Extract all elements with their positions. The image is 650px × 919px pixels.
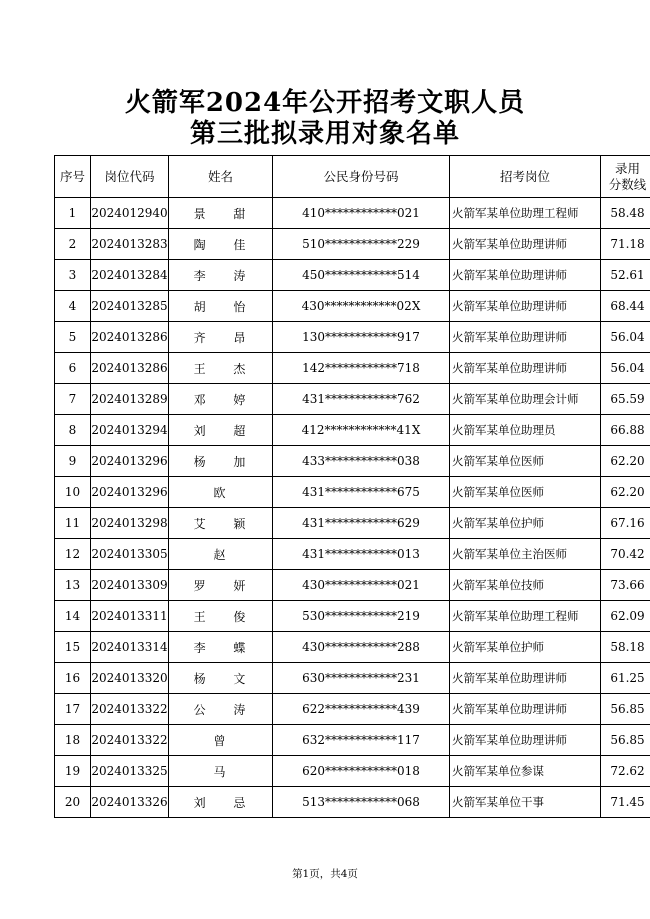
cell-position: 火箭军某单位助理讲师 — [450, 353, 601, 384]
cell-score: 68.44 — [601, 291, 650, 322]
cell-position: 火箭军某单位助理讲师 — [450, 229, 601, 260]
table-row — [55, 229, 650, 260]
cell-score: 72.62 — [601, 756, 650, 787]
cell-seq: 19 — [55, 756, 91, 787]
cell-id-number: 410************021 — [273, 198, 450, 229]
table-row — [55, 353, 650, 384]
cell-id-number: 510************229 — [273, 229, 450, 260]
cell-score: 62.20 — [601, 477, 650, 508]
cell-position: 火箭军某单位助理讲师 — [450, 260, 601, 291]
cell-seq: 4 — [55, 291, 91, 322]
cell-post-code: 2024013325 — [91, 756, 169, 787]
cell-id-number: 430************021 — [273, 570, 450, 601]
cell-id-number: 450************514 — [273, 260, 450, 291]
cell-name: 杨 加 — [169, 446, 273, 477]
cell-position: 火箭军某单位助理讲师 — [450, 663, 601, 694]
candidate-table — [54, 155, 650, 818]
cell-post-code: 2024013283 — [91, 229, 169, 260]
header-id-number: 公民身份号码 — [273, 156, 450, 198]
cell-seq: 9 — [55, 446, 91, 477]
cell-name: 邓 婷 — [169, 384, 273, 415]
header-seq: 序号 — [55, 156, 91, 198]
cell-seq: 8 — [55, 415, 91, 446]
table-row — [55, 415, 650, 446]
cell-position: 火箭军某单位医师 — [450, 446, 601, 477]
cell-name: 刘 忌 — [169, 787, 273, 818]
table-row — [55, 322, 650, 353]
cell-score: 56.85 — [601, 694, 650, 725]
header-score — [601, 156, 650, 198]
cell-id-number: 632************117 — [273, 725, 450, 756]
cell-score: 58.48 — [601, 198, 650, 229]
cell-position: 火箭军某单位助理讲师 — [450, 725, 601, 756]
cell-score: 61.25 — [601, 663, 650, 694]
table-row — [55, 198, 650, 229]
cell-post-code: 2024013326 — [91, 787, 169, 818]
table-row — [55, 632, 650, 663]
table-row — [55, 291, 650, 322]
cell-name: 王 俊 — [169, 601, 273, 632]
header-post-code: 岗位代码 — [91, 156, 169, 198]
cell-position: 火箭军某单位主治医师 — [450, 539, 601, 570]
table-row — [55, 508, 650, 539]
cell-name: 景 甜 — [169, 198, 273, 229]
cell-seq: 6 — [55, 353, 91, 384]
document-title: 火箭军2024年公开招考文职人员 — [124, 88, 526, 118]
cell-score: 65.59 — [601, 384, 650, 415]
cell-seq: 5 — [55, 322, 91, 353]
table-row — [55, 570, 650, 601]
cell-post-code: 2024013296 — [91, 446, 169, 477]
cell-position: 火箭军某单位助理会计师 — [450, 384, 601, 415]
cell-post-code: 2024013289 — [91, 384, 169, 415]
table-row — [55, 756, 650, 787]
cell-id-number: 431************675 — [273, 477, 450, 508]
cell-score: 58.18 — [601, 632, 650, 663]
cell-score: 56.04 — [601, 353, 650, 384]
cell-position: 火箭军某单位助理员 — [450, 415, 601, 446]
cell-score: 71.18 — [601, 229, 650, 260]
cell-name: 艾 颖 — [169, 508, 273, 539]
cell-name: 李 蝶 — [169, 632, 273, 663]
cell-name: 胡 怡 — [169, 291, 273, 322]
cell-score: 66.88 — [601, 415, 650, 446]
cell-id-number: 630************231 — [273, 663, 450, 694]
cell-score: 62.09 — [601, 601, 650, 632]
cell-name: 罗 妍 — [169, 570, 273, 601]
cell-id-number: 430************02X — [273, 291, 450, 322]
cell-post-code: 2024013322 — [91, 725, 169, 756]
cell-post-code: 2024013311 — [91, 601, 169, 632]
cell-position: 火箭军某单位护师 — [450, 632, 601, 663]
cell-post-code: 2024013314 — [91, 632, 169, 663]
table-header-row — [55, 156, 650, 198]
cell-seq: 18 — [55, 725, 91, 756]
cell-seq: 7 — [55, 384, 91, 415]
cell-seq: 2 — [55, 229, 91, 260]
table-row — [55, 384, 650, 415]
cell-name: 齐 昂 — [169, 322, 273, 353]
cell-id-number: 513************068 — [273, 787, 450, 818]
cell-seq: 11 — [55, 508, 91, 539]
table-row — [55, 446, 650, 477]
cell-post-code: 2024013284 — [91, 260, 169, 291]
cell-post-code: 2024013286 — [91, 353, 169, 384]
cell-post-code: 2024013298 — [91, 508, 169, 539]
table-row — [55, 694, 650, 725]
cell-name: 欧 — [169, 477, 273, 508]
table-row — [55, 539, 650, 570]
cell-name: 马 — [169, 756, 273, 787]
cell-seq: 13 — [55, 570, 91, 601]
cell-seq: 1 — [55, 198, 91, 229]
cell-id-number: 622************439 — [273, 694, 450, 725]
cell-post-code: 2024013286 — [91, 322, 169, 353]
cell-score: 56.85 — [601, 725, 650, 756]
header-name: 姓名 — [169, 156, 273, 198]
cell-name: 李 涛 — [169, 260, 273, 291]
cell-position: 火箭军某单位技师 — [450, 570, 601, 601]
cell-position: 火箭军某单位参谋 — [450, 756, 601, 787]
cell-post-code: 2024013294 — [91, 415, 169, 446]
cell-score: 56.04 — [601, 322, 650, 353]
cell-score: 52.61 — [601, 260, 650, 291]
cell-id-number: 431************762 — [273, 384, 450, 415]
cell-seq: 3 — [55, 260, 91, 291]
cell-name: 陶 佳 — [169, 229, 273, 260]
table-row — [55, 260, 650, 291]
cell-id-number: 130************917 — [273, 322, 450, 353]
cell-position: 火箭军某单位助理讲师 — [450, 322, 601, 353]
cell-seq: 10 — [55, 477, 91, 508]
cell-name: 杨 文 — [169, 663, 273, 694]
cell-score: 67.16 — [601, 508, 650, 539]
table-row — [55, 601, 650, 632]
table-row — [55, 477, 650, 508]
cell-id-number: 431************629 — [273, 508, 450, 539]
cell-id-number: 142************718 — [273, 353, 450, 384]
cell-position: 火箭军某单位助理讲师 — [450, 694, 601, 725]
cell-seq: 15 — [55, 632, 91, 663]
cell-id-number: 530************219 — [273, 601, 450, 632]
cell-post-code: 2024013305 — [91, 539, 169, 570]
document-subtitle: 第三批拟录用对象名单 — [189, 119, 460, 149]
cell-name: 赵 — [169, 539, 273, 570]
cell-position: 火箭军某单位助理讲师 — [450, 291, 601, 322]
cell-id-number: 433************038 — [273, 446, 450, 477]
cell-name: 公 涛 — [169, 694, 273, 725]
cell-post-code: 2024013309 — [91, 570, 169, 601]
cell-id-number: 430************288 — [273, 632, 450, 663]
cell-post-code: 2024013322 — [91, 694, 169, 725]
cell-score: 62.20 — [601, 446, 650, 477]
cell-seq: 17 — [55, 694, 91, 725]
cell-post-code: 2024012940 — [91, 198, 169, 229]
header-score-label: 录用 分数线 — [608, 160, 647, 192]
cell-position: 火箭军某单位医师 — [450, 477, 601, 508]
cell-name: 王 杰 — [169, 353, 273, 384]
header-position: 招考岗位 — [450, 156, 601, 198]
cell-post-code: 2024013296 — [91, 477, 169, 508]
cell-name: 刘 超 — [169, 415, 273, 446]
cell-seq: 20 — [55, 787, 91, 818]
table-body — [55, 198, 650, 818]
cell-post-code: 2024013320 — [91, 663, 169, 694]
page-footer: 第1页，共4页 — [292, 868, 358, 880]
cell-post-code: 2024013285 — [91, 291, 169, 322]
cell-score: 71.45 — [601, 787, 650, 818]
cell-name: 曾 — [169, 725, 273, 756]
cell-id-number: 620************018 — [273, 756, 450, 787]
cell-position: 火箭军某单位助理工程师 — [450, 601, 601, 632]
cell-position: 火箭军某单位护师 — [450, 508, 601, 539]
cell-position: 火箭军某单位助理工程师 — [450, 198, 601, 229]
cell-position: 火箭军某单位干事 — [450, 787, 601, 818]
table-row — [55, 725, 650, 756]
cell-id-number: 431************013 — [273, 539, 450, 570]
cell-score: 70.42 — [601, 539, 650, 570]
cell-seq: 14 — [55, 601, 91, 632]
cell-seq: 12 — [55, 539, 91, 570]
cell-id-number: 412************41X — [273, 415, 450, 446]
table-row — [55, 787, 650, 818]
table-row — [55, 663, 650, 694]
cell-seq: 16 — [55, 663, 91, 694]
cell-score: 73.66 — [601, 570, 650, 601]
